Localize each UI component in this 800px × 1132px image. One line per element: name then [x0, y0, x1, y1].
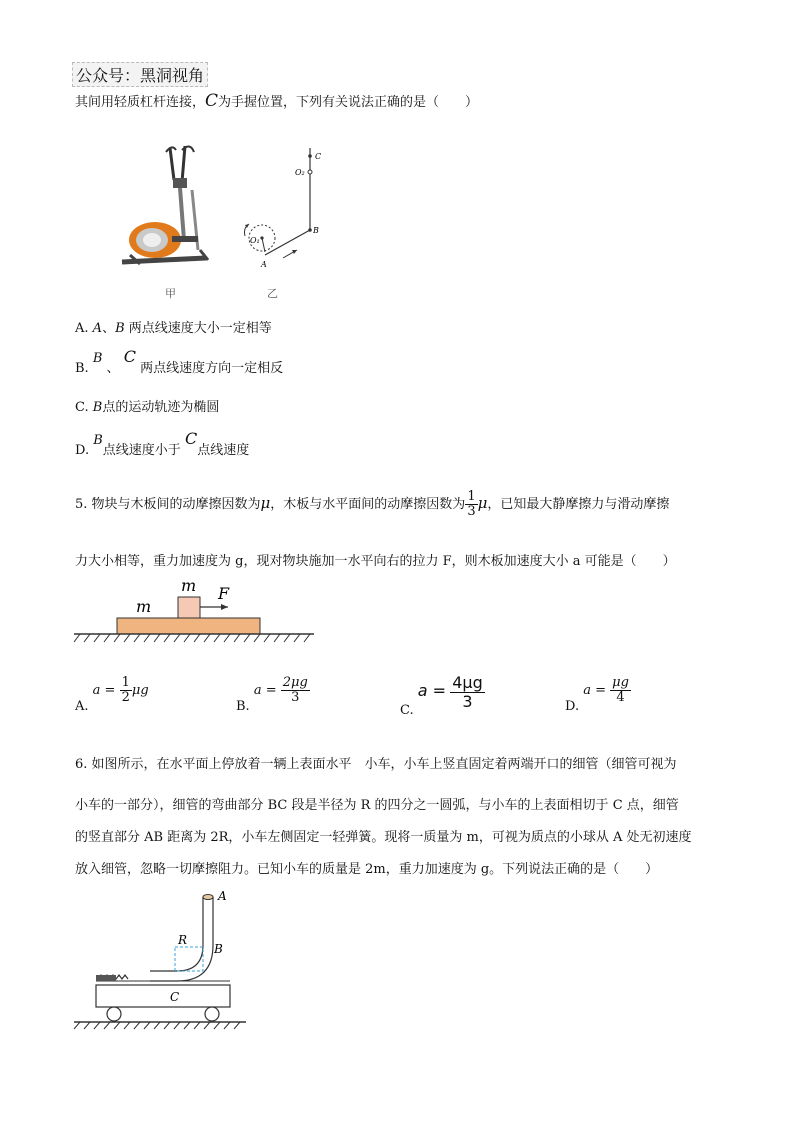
frac-den: 3	[462, 692, 473, 711]
point-b-label: B	[214, 942, 223, 956]
q6-line3: 的竖直部分 AB 距离为 2R，小车左侧固定一轻弹簧。现将一质量为 m，可视为质点的小球从 A 处无初速度	[75, 830, 692, 845]
option-sep: 、	[102, 321, 116, 336]
option-text: 点线速度小于	[102, 443, 181, 458]
fig-yi-label: 乙	[267, 287, 278, 300]
option-fraction	[281, 676, 310, 705]
point-o2-label: O₂	[295, 168, 305, 177]
frac-num: 1	[121, 675, 130, 690]
board-mass-label: m	[136, 597, 152, 616]
option-lhs: a =	[253, 683, 277, 698]
point-a-label: A	[218, 889, 227, 903]
point-b-label: B	[313, 226, 319, 235]
mu-symbol: μ	[477, 494, 488, 512]
option-fraction	[610, 676, 631, 705]
q4-option-b	[75, 347, 284, 378]
option-var: B	[92, 400, 103, 415]
option-letter: D.	[75, 443, 90, 458]
cart-tube-figure	[70, 885, 250, 1030]
frac-den: 4	[616, 690, 625, 705]
q5-option-d	[565, 675, 631, 714]
option-text: 两点线速度方向一定相反	[140, 361, 284, 376]
point-c-label: C	[315, 152, 322, 161]
q5-option-b	[236, 675, 310, 714]
q4-option-c	[75, 399, 219, 417]
fig-jia-label: 甲	[165, 287, 176, 300]
option-letter: D.	[565, 699, 580, 714]
option-var: B	[93, 433, 103, 448]
q5-option-c	[400, 673, 485, 718]
q6-line4: 放入细管，忽略一切摩擦阻力。已知小车的质量是 2m，重力加速度为 g。下列说法正确的是（ ）	[75, 862, 659, 877]
option-fraction	[450, 674, 485, 711]
option-text: 两点线速度大小一定相等	[128, 321, 272, 336]
frac-den: 3	[467, 504, 476, 519]
option-letter: C.	[400, 703, 414, 718]
option-letter: B.	[75, 361, 89, 376]
q4-intro	[75, 92, 478, 112]
radius-label: R	[178, 933, 188, 947]
option-text: 点的运动轨迹为椭圆	[102, 400, 220, 415]
watermark: 公众号：黑洞视角	[72, 62, 208, 87]
frac-den: 2	[121, 690, 130, 705]
option-sep: 、	[106, 361, 120, 376]
q5-text: ，木板与水平面间的动摩擦因数为	[270, 497, 466, 512]
option-letter: A.	[75, 321, 89, 336]
frac-num: 2μg	[282, 675, 308, 690]
q5-text: ，已知最大静摩擦力与滑动摩擦	[487, 497, 670, 512]
block-mass-label: m	[181, 576, 197, 595]
q5-text: 5. 物块与木板间的动摩擦因数为	[75, 497, 261, 512]
option-var: C	[184, 429, 198, 448]
option-var: A	[92, 321, 103, 336]
option-var: C	[123, 347, 136, 366]
q4-intro-var: C	[205, 91, 219, 111]
q4-intro-post: 为手握位置，下列有关说法正确的是（ ）	[218, 95, 479, 110]
option-text: 点线速度	[197, 443, 250, 458]
q6-line1: 6. 如图所示，在水平面上停放着一辆上表面水平 小车，小车上竖直固定着两端开口的细管（细管可视为	[75, 757, 677, 772]
q5-line1	[75, 490, 669, 519]
option-var: B	[115, 321, 125, 336]
option-lhs: a =	[92, 683, 116, 698]
frac-num: 1	[467, 489, 476, 504]
block-board-figure	[70, 575, 320, 645]
frac-num: μg	[612, 675, 629, 690]
point-a-label: A	[261, 260, 267, 269]
q6-line2: 小车的一部分），细管的弯曲部分 BC 段是半径为 R 的四分之一圆弧，与小车的上表面相切于 C 点，细管	[75, 798, 679, 813]
point-c-label: C	[170, 990, 180, 1004]
force-label: F	[218, 584, 230, 603]
option-lhs: a =	[417, 681, 447, 700]
option-letter: C.	[75, 400, 89, 415]
option-letter: A.	[75, 699, 89, 714]
option-letter: B.	[236, 699, 250, 714]
q4-option-a	[75, 320, 272, 338]
q4-intro-pre: 其间用轻质杠杆连接，	[75, 95, 206, 110]
point-o1-label: O₁	[250, 236, 260, 245]
mu-symbol: μ	[260, 494, 271, 512]
option-lhs: a =	[583, 683, 607, 698]
option-var: B	[92, 351, 103, 366]
option-fraction	[120, 676, 132, 705]
q4-option-d	[75, 429, 250, 460]
elliptical-trainer-figure	[110, 140, 220, 275]
q5-line2: 力大小相等，重力加速度为 g，现对物块施加一水平向右的拉力 F，则木板加速度大小 a 可能是（ ）	[75, 554, 676, 569]
frac-den: 3	[291, 690, 300, 705]
one-third-fraction	[465, 490, 477, 519]
option-tail: μg	[131, 683, 149, 698]
q5-option-a	[75, 675, 149, 714]
frac-num: 4μg	[452, 673, 483, 692]
lever-schematic-figure	[235, 140, 335, 275]
